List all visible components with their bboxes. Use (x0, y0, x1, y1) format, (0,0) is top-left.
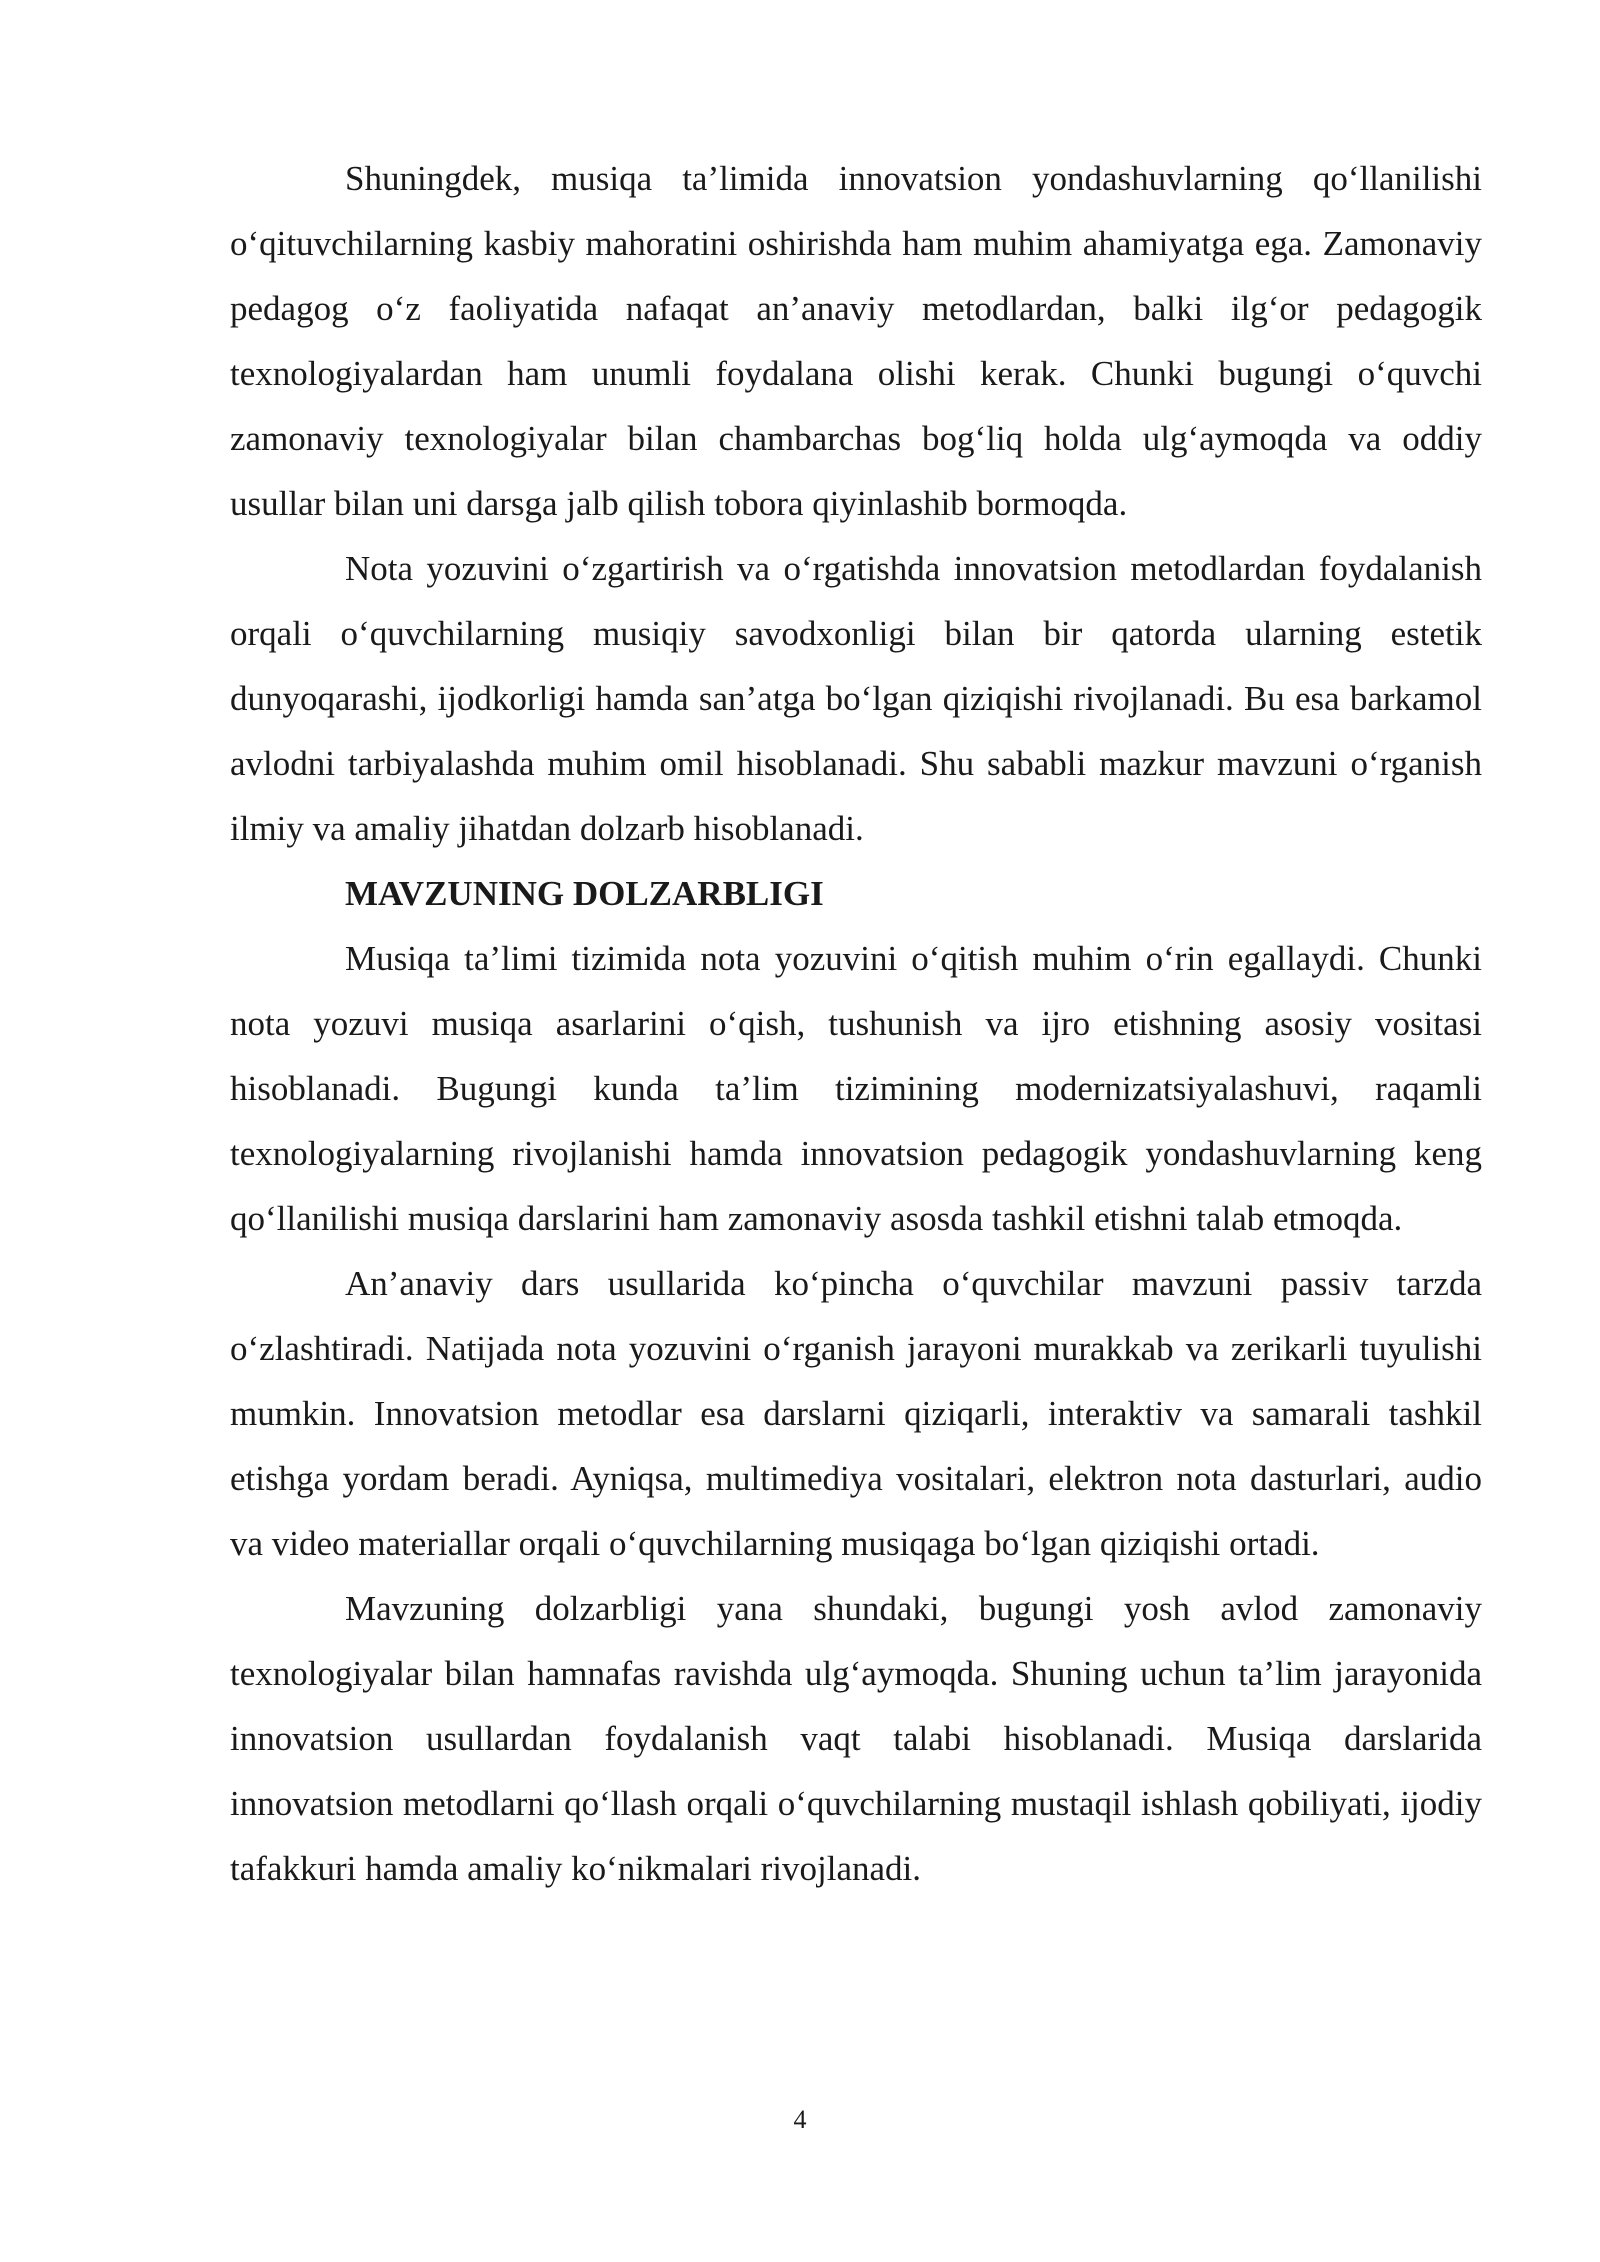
section-heading: MAVZUNING DOLZARBLIGI (345, 874, 824, 913)
paragraph-innovation-teachers: Shuningdek, musiqa ta’limida innovatsion yondashuvlarning qo‘llanilishi o‘qituvchilarning kasbiy mahoratini oshirishda ham muhim ahamiyatga ega. Zamonaviy pedagog o‘z faoliyatida nafaqat an’anaviy metodlardan, balki ilg‘or pedagogik texnologiyalardan ham unumli foydalana olishi kerak. Chunki bugungi o‘quvchi zamonaviy texnologiyalar bilan chambarchas bog‘liq holda ulg‘aymoqda va oddiy usullar bilan uni darsga jalb qilish tobora qiyinlashib bormoqda. (230, 159, 1482, 523)
paragraph-notation-methods: Nota yozuvini o‘zgartirish va o‘rgatishda innovatsion metodlardan foydalanish orqali o‘quvchilarning musiqiy savodxonligi bilan bir qatorda ularning estetik dunyoqarashi, ijodkorligi hamda san’atga bo‘lgan qiziqishi rivojlanadi. Bu esa barkamol avlodni tarbiyalashda muhim omil hisoblanadi. Shu sababli mazkur mavzuni o‘rganish ilmiy va amaliy jihatdan dolzarb hisoblanadi. (230, 549, 1482, 848)
paragraph-relevance: Mavzuning dolzarbligi yana shundaki, bugungi yosh avlod zamonaviy texnologiyalar bilan hamnafas ravishda ulg‘aymoqda. Shuning uchun ta’lim jarayonida innovatsion usullardan foydalanish vaqt talabi hisoblanadi. Musiqa darslarida innovatsion metodlarni qo‘llash orqali o‘quvchilarning mustaqil ishlash qobiliyati, ijodiy tafakkuri hamda amaliy ko‘nikmalari rivojlanadi. (230, 1589, 1482, 1888)
paragraph-traditional-methods: An’anaviy dars usullarida ko‘pincha o‘quvchilar mavzuni passiv tarzda o‘zlashtiradi. Natijada nota yozuvini o‘rganish jarayoni murakkab va zerikarli tuyulishi mumkin. Innovatsion metodlar esa darslarni qiziqarli, interaktiv va samarali tashkil etishga yordam beradi. Ayniqsa, multimediya vositalari, elektron nota dasturlari, audio va video materiallar orqali o‘quvchilarning musiqaga bo‘lgan qiziqishi ortadi. (230, 1264, 1482, 1563)
page-number: 4 (793, 2105, 807, 2134)
paragraph-music-education: Musiqa ta’limi tizimida nota yozuvini o‘qitish muhim o‘rin egallaydi. Chunki nota yozuvi musiqa asarlarini o‘qish, tushunish va ijro etishning asosiy vositasi hisoblanadi. Bugungi kunda ta’lim tizimining modernizatsiyalashuvi, raqamli texnologiyalarning rivojlanishi hamda innovatsion pedagogik yondashuvlarning keng qo‘llanilishi musiqa darslarini ham zamonaviy asosda tashkil etishni talab etmoqda. (230, 939, 1482, 1238)
document-body (230, 146, 1482, 1901)
